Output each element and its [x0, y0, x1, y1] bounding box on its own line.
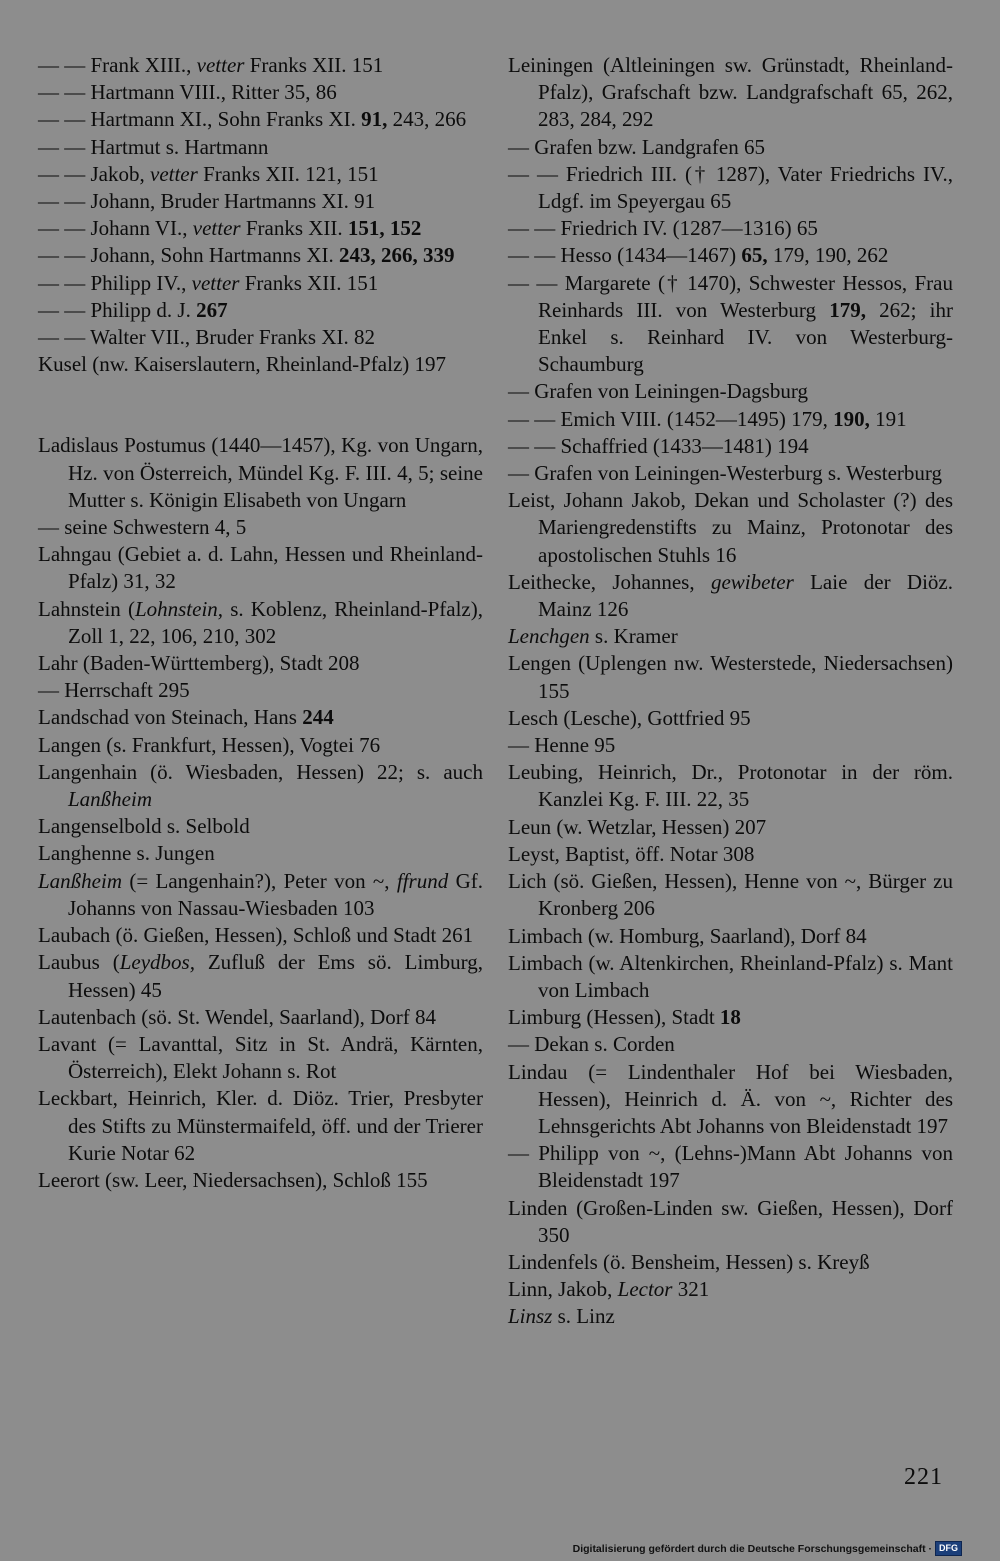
entry-text: Leiningen (Altleiningen sw. Grünstadt, Rheinland-Pfalz), Grafschaft bzw. Landgrafschaft 65, 262, 283, 284, 292: [508, 53, 953, 132]
index-entry: [508, 215, 953, 242]
index-entry: [38, 840, 483, 867]
entry-text: Lahnstein (: [38, 596, 135, 621]
entry-text: 179,: [829, 297, 866, 322]
index-entry: [508, 242, 953, 269]
entry-text: Leubing, Heinrich, Dr., Protonotar in der röm. Kanzlei Kg. F. III. 22, 35: [508, 760, 953, 812]
footer-text: Digitalisierung gefördert durch die Deutsche Forschungsgemeinschaft ·: [572, 1542, 932, 1555]
entry-text: Limbach (w. Homburg, Saarland), Dorf 84: [508, 923, 867, 948]
entry-text: Franks XII. 151: [244, 53, 384, 77]
index-entry: [38, 949, 483, 1003]
index-entry: [38, 432, 483, 514]
index-entry: [508, 52, 953, 134]
entry-text: — Dekan s. Corden: [508, 1032, 675, 1057]
entry-text: Laubach (ö. Gießen, Hessen), Schloß und Stadt 261: [38, 923, 474, 948]
entry-text: — — Johann, Sohn Hartmanns XI.: [38, 243, 339, 268]
index-entry: [508, 732, 953, 759]
entry-text: Linden (Großen-Linden sw. Gießen, Hessen), Dorf 350: [508, 1195, 953, 1247]
index-entry: [38, 134, 483, 161]
index-entry: [508, 134, 953, 161]
entry-text: 267: [196, 297, 228, 322]
entry-text: Lesch (Lesche), Gottfried 95: [508, 705, 751, 730]
entry-text: — — Jakob,: [38, 161, 150, 186]
index-entry: [38, 242, 483, 269]
entry-text: (= Langenhain?), Peter von ~,: [122, 868, 397, 893]
entry-text: Landschad von Steinach, Hans: [38, 705, 303, 730]
index-entry: [508, 1140, 953, 1194]
entry-text: Leerort (sw. Leer, Niedersachsen), Schloß 155: [38, 1167, 428, 1192]
entry-text: Lohnstein,: [134, 596, 224, 621]
index-entry: [38, 868, 483, 922]
entry-text: — — Margarete († 1470), Schwester Hessos, Frau Reinhards III. von Westerburg: [508, 270, 953, 322]
dfg-logo: DFG: [935, 1541, 962, 1556]
index-entry: [38, 759, 483, 813]
index-column-right: [508, 52, 953, 1331]
entry-text: vetter: [191, 270, 240, 295]
entry-text: — Grafen bzw. Landgrafen 65: [508, 134, 765, 159]
entry-text: 65,: [741, 243, 768, 268]
index-entry: [508, 950, 953, 1004]
index-entry: [38, 1004, 483, 1031]
entry-text: — — Schaffried (1433—1481) 194: [508, 433, 809, 458]
index-entry: [508, 460, 953, 487]
entry-text: — seine Schwestern 4, 5: [38, 515, 247, 540]
index-entry: [38, 1085, 483, 1167]
entry-text: 151, 152: [347, 216, 422, 241]
entry-text: Kusel (nw. Kaiserslautern, Rheinland-Pfalz) 197: [38, 352, 447, 377]
entry-text: — — Walter VII., Bruder Franks XI. 82: [38, 325, 375, 350]
entry-text: — — Johann VI.,: [38, 216, 193, 241]
index-entry: [38, 596, 483, 650]
entry-text: 244: [302, 705, 334, 730]
index-entry: [38, 650, 483, 677]
entry-text: 191: [869, 406, 907, 431]
entry-text: Langhenne s. Jungen: [38, 841, 215, 866]
entry-text: Ladislaus Postumus (1440—1457), Kg. von Ungarn, Hz. von Österreich, Mündel Kg. F. III. 4, 5; seine Mutter s. Königin Elisabeth von Ungarn: [38, 433, 483, 512]
entry-text: Leckbart, Heinrich, Kler. d. Diöz. Trier, Presbyter des Stifts zu Münstermaifeld, öff. und der Trierer Kurie Notar 62: [38, 1086, 483, 1165]
index-entry: [508, 868, 953, 922]
entry-text: 18: [719, 1005, 741, 1030]
index-entry: [508, 270, 953, 379]
entry-text: Lector: [617, 1277, 673, 1302]
entry-text: — — Philipp d. J.: [38, 297, 197, 322]
entry-text: Langenhain (ö. Wiesbaden, Hessen) 22; s. auch: [38, 759, 483, 784]
entry-text: — — Hesso (1434—1467): [508, 243, 742, 268]
index-entry: [508, 1059, 953, 1141]
entry-text: — Herrschaft 295: [38, 678, 190, 703]
entry-text: s. Kramer: [589, 624, 678, 649]
index-entry: [508, 1276, 953, 1303]
entry-text: Gf. Johanns von Nassau-Wiesbaden 103: [68, 868, 483, 920]
entry-text: s. Koblenz, Rheinland-Pfalz), Zoll 1, 22, 106, 210, 302: [68, 596, 483, 648]
entry-text: Laie der Diöz. Mainz 126: [538, 569, 953, 622]
entry-text: Limbach (w. Altenkirchen, Rheinland-Pfalz) s. Mant von Limbach: [508, 950, 953, 1002]
footer-credit: [573, 1541, 962, 1556]
entry-text: 190,: [833, 406, 870, 431]
index-column-left: [38, 52, 483, 1194]
entry-text: 91,: [361, 107, 388, 132]
index-entry: [38, 677, 483, 704]
index-entry: [508, 406, 953, 433]
index-entry: [508, 1249, 953, 1276]
entry-text: Limburg (Hessen), Stadt: [508, 1005, 720, 1030]
entry-text: — — Friedrich III. († 1287), Vater Friedrichs IV., Ldgf. im Speyergau 65: [508, 161, 953, 214]
index-entry: [508, 1004, 953, 1031]
index-entry: [38, 270, 483, 297]
entry-text: Leydbos,: [119, 950, 195, 975]
entry-text: 321: [672, 1277, 710, 1302]
index-entry: [38, 922, 483, 949]
entry-text: Franks XII.: [240, 216, 348, 241]
entry-text: Lanßheim: [38, 868, 122, 893]
index-entry: [38, 161, 483, 188]
entry-text: vetter: [192, 216, 241, 241]
index-entry: [38, 215, 483, 242]
index-entry: [38, 1167, 483, 1194]
section-gap: [38, 378, 483, 432]
index-entry: [508, 759, 953, 813]
index-entry: [508, 841, 953, 868]
index-entry: [508, 650, 953, 704]
entry-text: — — Hartmann VIII., Ritter 35, 86: [38, 80, 337, 105]
index-entry: [508, 378, 953, 405]
entry-text: vetter: [150, 161, 198, 186]
index-entry: [38, 732, 483, 759]
entry-text: Lenchgen: [508, 624, 590, 649]
entry-text: ffrund: [396, 868, 449, 893]
entry-text: gewibeter: [710, 569, 794, 594]
entry-text: — — Frank XIII.,: [38, 53, 197, 77]
index-entry: [38, 813, 483, 840]
entry-text: Lautenbach (sö. St. Wendel, Saarland), Dorf 84: [38, 1004, 436, 1029]
entry-text: Langenselbold s. Selbold: [38, 814, 250, 839]
index-entry: [508, 623, 953, 650]
entry-text: — Grafen von Leiningen-Westerburg s. Westerburg: [508, 461, 943, 486]
entry-text: — — Philipp IV.,: [38, 270, 192, 295]
entry-text: 179, 190, 262: [767, 243, 889, 268]
index-entry: [508, 1303, 953, 1330]
entry-text: — — Johann, Bruder Hartmanns XI. 91: [38, 189, 376, 214]
index-entry: [508, 814, 953, 841]
index-entry: [38, 106, 483, 133]
entry-text: Leyst, Baptist, öff. Notar 308: [508, 841, 755, 866]
entry-text: Zufluß der Ems sö. Limburg, Hessen) 45: [68, 950, 483, 1002]
index-entry: [508, 705, 953, 732]
index-entry: [38, 324, 483, 351]
entry-text: — — Emich VIII. (1452—1495) 179,: [508, 406, 834, 431]
index-entry: [508, 487, 953, 569]
entry-text: Lahngau (Gebiet a. d. Lahn, Hessen und Rheinland-Pfalz) 31, 32: [38, 542, 483, 594]
entry-text: s. Linz: [552, 1304, 615, 1329]
entry-text: vetter: [196, 53, 245, 77]
entry-text: 243, 266: [387, 107, 467, 132]
index-entry: [38, 188, 483, 215]
entry-text: Lindau (= Lindenthaler Hof bei Wiesbaden, Hessen), Heinrich d. Ä. von ~, Richter des Lehnsgerichts Abt Johanns von Bleidenstadt 197: [508, 1059, 953, 1138]
entry-text: — — Hartmut s. Hartmann: [38, 134, 269, 159]
entry-text: Linsz: [508, 1304, 553, 1329]
entry-text: Langen (s. Frankfurt, Hessen), Vogtei 76: [38, 732, 381, 757]
index-entry: [38, 704, 483, 731]
index-entry: [38, 52, 483, 79]
entry-text: — — Friedrich IV. (1287—1316) 65: [508, 216, 818, 241]
entry-text: — — Hartmann XI., Sohn Franks XI.: [38, 107, 362, 132]
entry-text: Lich (sö. Gießen, Hessen), Henne von ~, Bürger zu Kronberg 206: [508, 869, 953, 921]
entry-text: 243, 266, 339: [338, 243, 455, 268]
entry-text: — Philipp von ~, (Lehns-)Mann Abt Johanns von Bleidenstadt 197: [508, 1141, 953, 1193]
entry-text: Leithecke, Johannes,: [508, 569, 711, 594]
index-entry: [38, 1031, 483, 1085]
index-entry: [508, 923, 953, 950]
index-entry: [38, 79, 483, 106]
entry-text: 262; ihr Enkel s. Reinhard IV. von Westerburg-Schaumburg: [538, 297, 953, 377]
entry-text: Laubus (: [38, 950, 120, 975]
index-entry: [508, 1031, 953, 1058]
page-number: 221: [904, 1464, 943, 1490]
index-entry: [508, 1195, 953, 1249]
entry-text: Lengen (Uplengen nw. Westerstede, Niedersachsen) 155: [508, 651, 953, 703]
entry-text: Lavant (= Lavanttal, Sitz in St. Andrä, Kärnten, Österreich), Elekt Johann s. Rot: [38, 1031, 483, 1084]
index-entry: [508, 433, 953, 460]
index-entry: [508, 569, 953, 623]
entry-text: — Henne 95: [508, 733, 616, 758]
index-entry: [508, 161, 953, 215]
index-entry: [38, 541, 483, 595]
index-entry: [38, 514, 483, 541]
entry-text: Lanßheim: [68, 787, 152, 812]
entry-text: Franks XII. 121, 151: [197, 161, 379, 186]
entry-text: Franks XII. 151: [239, 270, 379, 295]
index-entry: [38, 351, 483, 378]
entry-text: — Grafen von Leiningen-Dagsburg: [508, 379, 808, 404]
entry-text: Leist, Johann Jakob, Dekan und Scholaster (?) des Mariengredenstifts zu Mainz, Protonotar des apostolischen Stuhls 16: [508, 488, 953, 567]
entry-text: Leun (w. Wetzlar, Hessen) 207: [508, 814, 767, 839]
index-entry: [38, 297, 483, 324]
entry-text: Linn, Jakob,: [508, 1277, 618, 1302]
entry-text: Lindenfels (ö. Bensheim, Hessen) s. Kreyß: [508, 1249, 870, 1274]
entry-text: Lahr (Baden-Württemberg), Stadt 208: [38, 651, 360, 676]
